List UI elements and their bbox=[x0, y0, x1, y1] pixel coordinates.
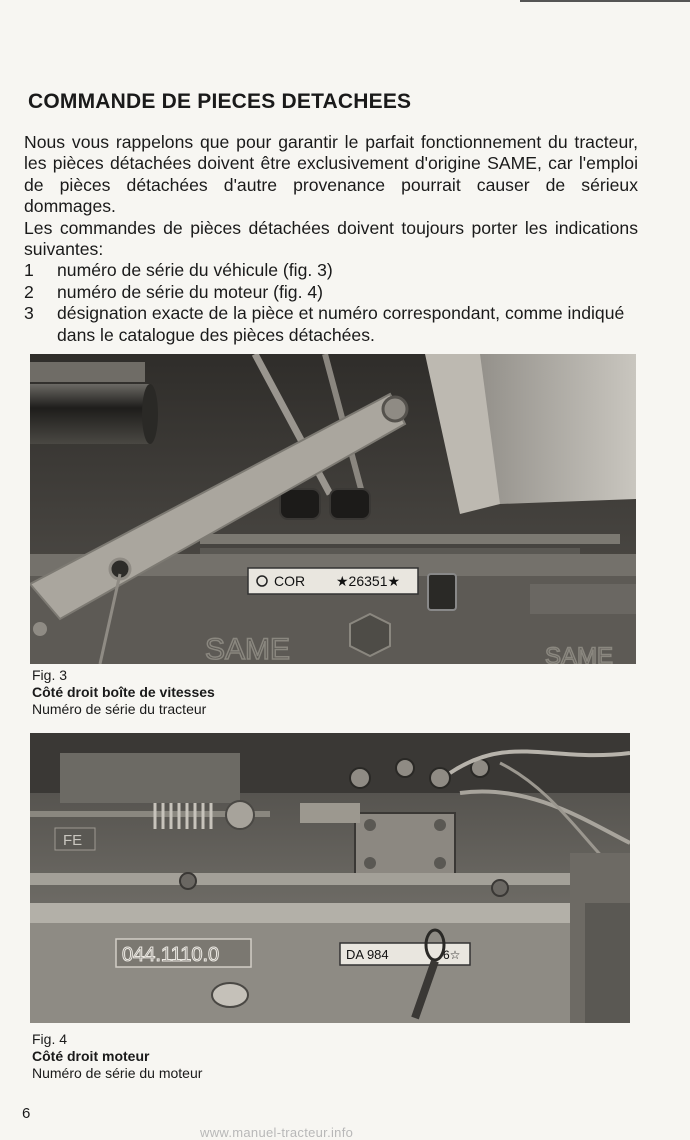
figure-3-subtitle: Numéro de série du tracteur bbox=[32, 701, 207, 717]
list-item bbox=[24, 282, 638, 303]
list-item bbox=[24, 260, 638, 281]
figure-3-photo bbox=[30, 354, 636, 664]
list-item-text: désignation exacte de la pièce et numéro correspondant, comme indiqué dans le catalogue des pièces détachées. bbox=[57, 303, 625, 345]
figure-4-subtitle: Numéro de série du moteur bbox=[32, 1065, 203, 1081]
cast-mark-text: FE bbox=[63, 832, 83, 849]
figure-3-title: Côté droit boîte de vitesses bbox=[32, 684, 215, 700]
figure-3-caption bbox=[32, 667, 215, 718]
figure-4-label: Fig. 4 bbox=[32, 1031, 68, 1047]
order-paragraph: Les commandes de pièces détachées doivent toujours porter les indications suivantes: bbox=[24, 217, 638, 260]
info-list bbox=[24, 260, 638, 346]
figure-3-label: Fig. 3 bbox=[32, 667, 68, 683]
list-item bbox=[24, 303, 638, 346]
gearbox-photo-illustration bbox=[30, 354, 636, 664]
page-number: 6 bbox=[22, 1105, 31, 1122]
figure-4-caption bbox=[32, 1031, 202, 1082]
page-title: COMMANDE DE PIECES DETACHEES bbox=[28, 90, 412, 113]
engine-plate-suffix: 6☆ bbox=[443, 948, 461, 962]
list-item-number: 3 bbox=[24, 303, 34, 324]
plate-prefix-text: COR bbox=[274, 573, 306, 589]
engine-serial-number: 044.1110.0 bbox=[122, 944, 220, 966]
list-item-text: numéro de série du véhicule (fig. 3) bbox=[57, 260, 333, 281]
list-item-number: 2 bbox=[24, 281, 34, 302]
list-item-text: numéro de série du moteur (fig. 4) bbox=[57, 281, 323, 302]
engine-photo-illustration bbox=[30, 733, 630, 1023]
figure-4-title: Côté droit moteur bbox=[32, 1048, 150, 1064]
casting-logo-text-right: SAME bbox=[545, 643, 614, 664]
body-text bbox=[24, 132, 638, 346]
intro-paragraph: Nous vous rappelons que pour garantir le parfait fonctionnement du tracteur, les pièces détachées doivent être exclusivement d'origine SAME, car l'emploi de pièces détachées d'autre provenance pourrait causer de sérieux dommages. bbox=[24, 132, 638, 217]
tractor-serial-number: ★26351★ bbox=[336, 573, 401, 589]
watermark: www.manuel-tracteur.info bbox=[200, 1125, 354, 1140]
casting-logo-text: SAME bbox=[205, 633, 291, 664]
top-rule bbox=[520, 0, 690, 2]
list-item-number: 1 bbox=[24, 260, 34, 281]
figure-4-photo bbox=[30, 733, 630, 1023]
engine-plate-text: DA 984 bbox=[346, 947, 389, 962]
